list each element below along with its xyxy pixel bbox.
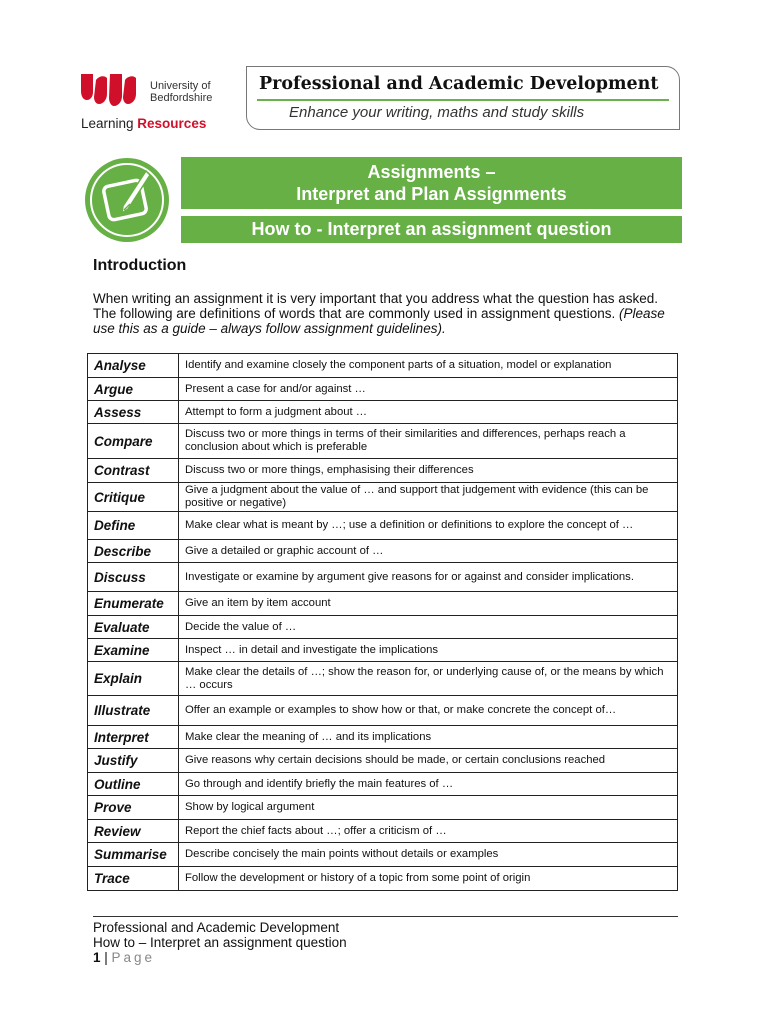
term-cell: Illustrate	[88, 696, 179, 726]
term-cell: Summarise	[88, 843, 179, 867]
university-name-line2: Bedfordshire	[150, 92, 213, 104]
table-row	[88, 749, 678, 773]
table-row	[88, 563, 678, 592]
definition-cell: Show by logical argument	[179, 796, 678, 820]
table-row	[88, 867, 678, 891]
definition-cell: Discuss two or more things in terms of their similarities and differences, perhaps reach a conclusion about which is preferable	[179, 424, 678, 459]
table-row	[88, 843, 678, 867]
definition-cell: Make clear the details of …; show the reason for, or underlying cause of, or the means by which … occurs	[179, 662, 678, 696]
definition-cell: Give a detailed or graphic account of …	[179, 540, 678, 563]
term-cell: Justify	[88, 749, 179, 773]
pad-subtitle: Enhance your writing, maths and study skills	[289, 104, 585, 121]
definition-cell: Make clear the meaning of … and its implications	[179, 726, 678, 749]
definition-cell: Make clear what is meant by …; use a definition or definitions to explore the concept of …	[179, 512, 678, 540]
table-row	[88, 696, 678, 726]
definition-cell: Inspect … in detail and investigate the implications	[179, 639, 678, 662]
definition-cell: Give a judgment about the value of … and support that judgement with evidence (this can be positive or negative)	[179, 483, 678, 512]
term-cell: Assess	[88, 401, 179, 424]
definition-cell: Investigate or examine by argument give reasons for or against and consider implications.	[179, 563, 678, 592]
table-row	[88, 662, 678, 696]
howto-banner: How to - Interpret an assignment question	[181, 216, 682, 243]
term-cell: Interpret	[88, 726, 179, 749]
definition-cell: Discuss two or more things, emphasising their differences	[179, 459, 678, 483]
page-indicator	[93, 950, 155, 965]
term-cell: Review	[88, 820, 179, 843]
pen-paper-icon	[84, 157, 170, 243]
pad-title: Professional and Academic Development	[259, 74, 659, 94]
university-logo	[80, 72, 220, 134]
term-cell: Discuss	[88, 563, 179, 592]
term-cell: Trace	[88, 867, 179, 891]
term-cell: Contrast	[88, 459, 179, 483]
definition-cell: Report the chief facts about …; offer a criticism of …	[179, 820, 678, 843]
pad-header-box	[246, 66, 680, 130]
table-row	[88, 796, 678, 820]
table-row	[88, 639, 678, 662]
term-cell: Enumerate	[88, 592, 179, 616]
definition-cell: Decide the value of …	[179, 616, 678, 639]
banner-line2: Interpret and Plan Assignments	[296, 184, 567, 204]
definition-cell: Offer an example or examples to show how or that, or make concrete the concept of…	[179, 696, 678, 726]
university-name-line1: University of	[150, 80, 211, 92]
term-cell: Examine	[88, 639, 179, 662]
table-row	[88, 616, 678, 639]
page-separator: |	[100, 950, 112, 965]
definitions-table	[87, 353, 678, 891]
term-cell: Analyse	[88, 354, 179, 378]
intro-guideline-note: (Please use this as a guide – always follow assignment guidelines).	[93, 306, 665, 336]
university-logo-icon	[80, 72, 146, 108]
table-row	[88, 540, 678, 563]
learning-label: Learning	[81, 116, 138, 131]
definition-cell: Attempt to form a judgment about …	[179, 401, 678, 424]
table-row	[88, 512, 678, 540]
term-cell: Explain	[88, 662, 179, 696]
term-cell: Outline	[88, 773, 179, 796]
definition-cell: Go through and identify briefly the main features of …	[179, 773, 678, 796]
table-row	[88, 483, 678, 512]
footer-divider	[93, 916, 678, 917]
table-row	[88, 773, 678, 796]
resources-label: Resources	[137, 116, 207, 131]
table-row	[88, 726, 678, 749]
table-row	[88, 424, 678, 459]
assignments-banner	[181, 157, 682, 209]
page-word: Page	[111, 950, 156, 965]
table-row	[88, 401, 678, 424]
footer-line1: Professional and Academic Development	[93, 920, 340, 935]
term-cell: Critique	[88, 483, 179, 512]
term-cell: Evaluate	[88, 616, 179, 639]
intro-text: When writing an assignment it is very important that you address what the question has asked. The following are definitions of words that are commonly used in assignment questions.	[93, 291, 659, 321]
intro-heading: Introduction	[93, 257, 187, 274]
table-row	[88, 592, 678, 616]
definition-cell: Describe concisely the main points without details or examples	[179, 843, 678, 867]
learning-resources-label	[81, 116, 206, 131]
definition-cell: Present a case for and/or against …	[179, 378, 678, 401]
table-row	[88, 378, 678, 401]
table-row	[88, 459, 678, 483]
table-row	[88, 354, 678, 378]
footer-line2: How to – Interpret an assignment question	[93, 935, 347, 950]
term-cell: Define	[88, 512, 179, 540]
definition-cell: Identify and examine closely the component parts of a situation, model or explanation	[179, 354, 678, 378]
term-cell: Prove	[88, 796, 179, 820]
definition-cell: Follow the development or history of a topic from some point of origin	[179, 867, 678, 891]
table-row	[88, 820, 678, 843]
definition-cell: Give reasons why certain decisions should be made, or certain conclusions reached	[179, 749, 678, 773]
term-cell: Describe	[88, 540, 179, 563]
intro-paragraph	[93, 291, 673, 336]
definition-cell: Give an item by item account	[179, 592, 678, 616]
banner-line1: Assignments –	[367, 162, 496, 182]
pad-divider	[257, 99, 669, 101]
page-number: 1	[93, 950, 101, 965]
term-cell: Compare	[88, 424, 179, 459]
term-cell: Argue	[88, 378, 179, 401]
